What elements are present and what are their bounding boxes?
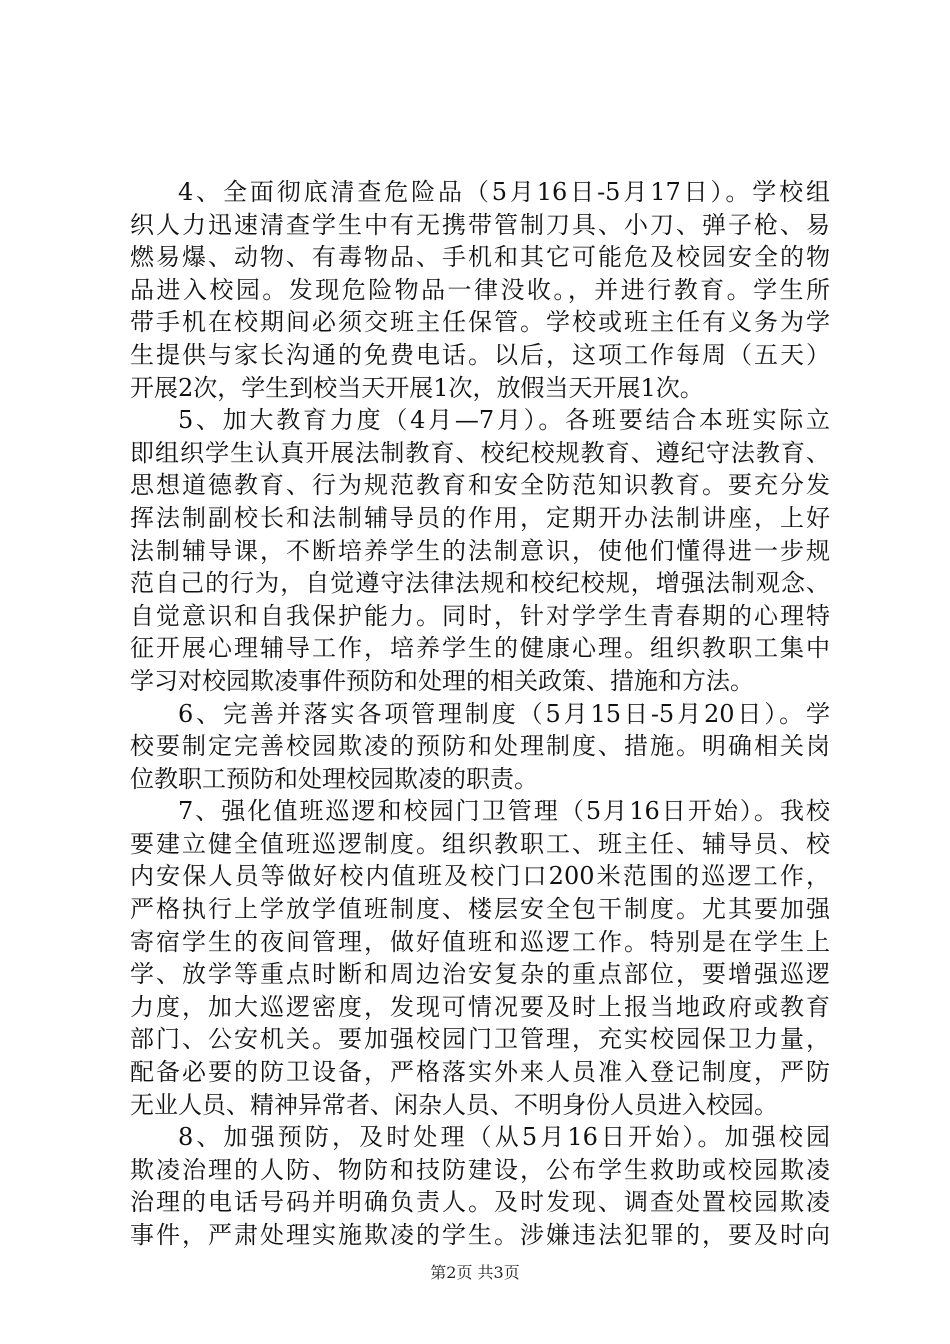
text-line: 位教职工预防和处理校园欺凌的职责。 <box>130 764 538 793</box>
text-line: 带手机在校期间必须交班主任保管。学校或班主任有义务为学 <box>130 308 830 337</box>
text-line: 欺凌治理的人防、物防和技防建设，公布学生救助或校园欺凌 <box>130 1155 830 1184</box>
text-line: 寄宿学生的夜间管理，做好值班和巡逻工作。特别是在学生上 <box>130 927 830 956</box>
text-line: 无业人员、精神异常者、闲杂人员、不明身份人员进入校园。 <box>130 1090 778 1119</box>
text-line: 征开展心理辅导工作，培养学生的健康心理。组织教职工集中 <box>130 634 830 663</box>
text-line: 内安保人员等做好校内值班及校门口200米范围的巡逻工作， <box>130 862 830 891</box>
text-line: 7、强化值班巡逻和校园门卫管理（5月16日开始）。我校 <box>178 797 830 826</box>
text-line: 要建立健全值班巡逻制度。组织教职工、班主任、辅导员、校 <box>130 829 830 858</box>
text-line: 8、加强预防，及时处理（从5月16日开始）。加强校园 <box>178 1123 830 1152</box>
text-line: 自觉意识和自我保护能力。同时，针对学学生青春期的心理特 <box>130 601 830 630</box>
text-line: 4、全面彻底清查危险品（5月16日-5月17日）。学校组 <box>178 178 830 206</box>
text-line: 思想道德教育、行为规范教育和安全防范知识教育。要充分发 <box>130 471 830 500</box>
text-line: 织人力迅速清查学生中有无携带管制刀具、小刀、弹子枪、易 <box>130 210 830 239</box>
body-text <box>130 176 830 1252</box>
text-line: 6、完善并落实各项管理制度（5月15日-5月20日）。学 <box>178 699 830 728</box>
text-line: 5、加大教育力度（4月—7月）。各班要结合本班实际立 <box>178 406 830 435</box>
text-line: 法制辅导课，不断培养学生的法制意识，使他们懂得进一步规 <box>130 536 830 565</box>
text-line: 校要制定完善校园欺凌的预防和处理制度、措施。明确相关岗 <box>130 732 830 761</box>
page-footer: 第2页 共3页 <box>430 1263 520 1282</box>
text-line: 学、放学等重点时断和周边治安复杂的重点部位，要增强巡逻 <box>130 960 830 989</box>
text-line: 生提供与家长沟通的免费电话。以后，这项工作每周（五天） <box>130 340 830 369</box>
text-line: 挥法制副校长和法制辅导员的作用，定期开办法制讲座，上好 <box>130 503 830 532</box>
text-line: 治理的电话号码并明确负责人。及时发现、调查处置校园欺凌 <box>130 1188 830 1217</box>
text-line: 燃易爆、动物、有毒物品、手机和其它可能危及校园安全的物 <box>130 243 830 272</box>
text-line: 力度，加大巡逻密度，发现可情况要及时上报当地政府或教育 <box>130 992 830 1021</box>
text-line: 开展2次，学生到校当天开展1次，放假当天开展1次。 <box>130 373 704 402</box>
text-line: 品进入校园。发现危险物品一律没收。，并进行教育。学生所 <box>130 275 830 304</box>
text-line: 部门、公安机关。要加强校园门卫管理，充实校园保卫力量， <box>130 1025 830 1054</box>
text-line: 学习对校园欺凌事件预防和处理的相关政策、措施和方法。 <box>130 666 754 695</box>
text-line: 事件，严肃处理实施欺凌的学生。涉嫌违法犯罪的，要及时向 <box>130 1221 830 1249</box>
text-line: 即组织学生认真开展法制教育、校纪校规教育、遵纪守法教育、 <box>130 438 830 467</box>
text-line: 严格执行上学放学值班制度、楼层安全包干制度。尤其要加强 <box>130 895 830 924</box>
text-line: 配备必要的防卫设备，严格落实外来人员准入登记制度，严防 <box>130 1058 830 1087</box>
text-line: 范自己的行为，自觉遵守法律法规和校纪校规，增强法制观念、 <box>130 569 830 598</box>
